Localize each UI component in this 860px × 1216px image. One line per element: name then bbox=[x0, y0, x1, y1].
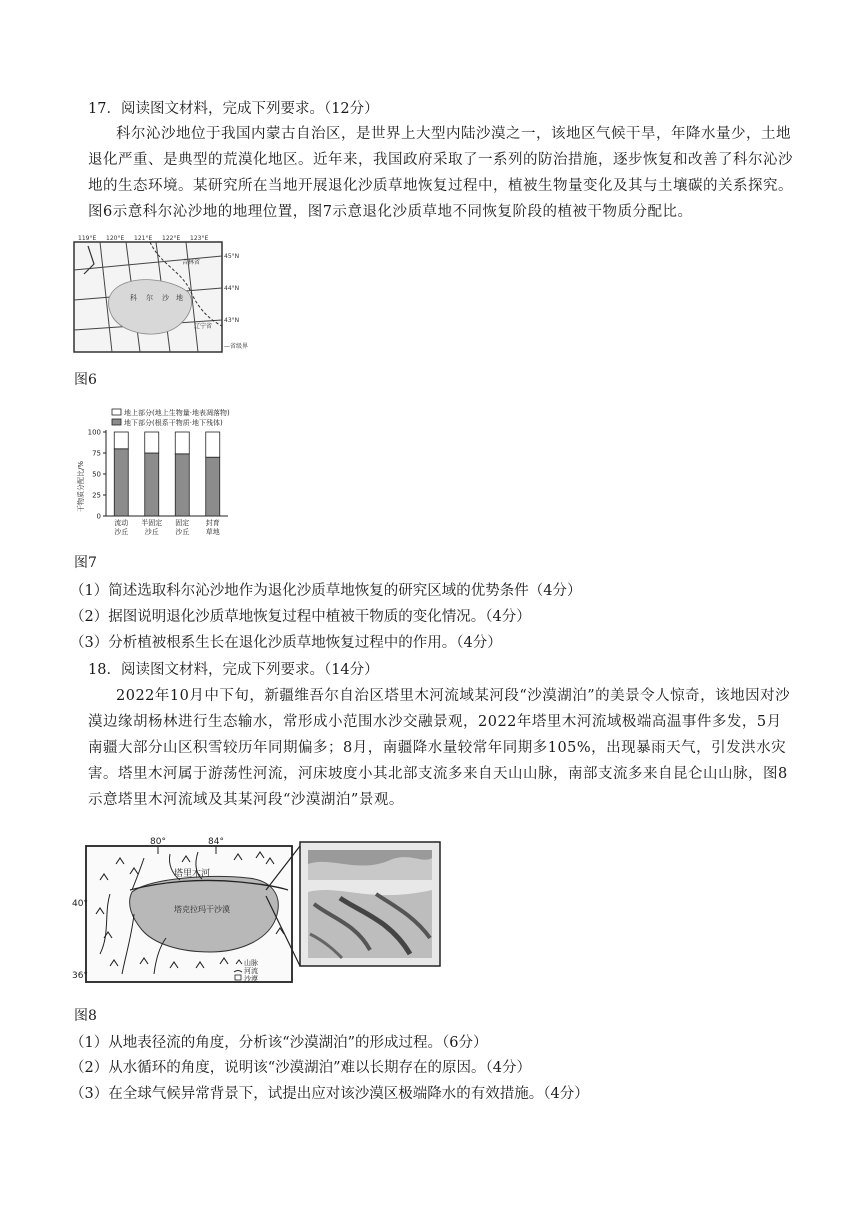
fig6-place-label: 地 bbox=[176, 294, 183, 302]
q18-heading: 18．阅读图文材料，完成下列要求。（14分） bbox=[88, 662, 379, 678]
bar-below-ground bbox=[206, 457, 220, 516]
bar-above-ground bbox=[206, 432, 220, 457]
bar-below-ground bbox=[114, 449, 128, 516]
q18-question-3: （3）在全球气候异常背景下，试提出应对该沙漠区极端降水的有效措施。（4分） bbox=[70, 1086, 589, 1102]
fig6-lon-label: 121°E bbox=[134, 235, 153, 242]
fig8-legend-desert: 沙漠 bbox=[244, 975, 258, 983]
x-tick-label: 沙丘 bbox=[114, 528, 129, 536]
fig6-lat-label: 45°N bbox=[224, 253, 240, 260]
q17-heading: 17．阅读图文材料，完成下列要求。（12分） bbox=[88, 101, 379, 117]
y-tick-label: 50 bbox=[92, 470, 101, 479]
legend-swatch-above bbox=[112, 409, 121, 415]
fig8-lat-label: 40° bbox=[72, 899, 88, 909]
fig6-place-label: 吉林省 bbox=[182, 259, 201, 266]
bar-above-ground bbox=[114, 432, 128, 449]
fig8-legend-mountain: 山脉 bbox=[244, 959, 258, 967]
x-tick-label: 沙丘 bbox=[175, 528, 190, 536]
bar-above-ground bbox=[145, 432, 159, 453]
q17-question-2: （2）据图说明退化沙质草地恢复过程中植被干物质的变化情况。（4分） bbox=[70, 609, 531, 625]
q17-paragraph: 科尔沁沙地位于我国内蒙古自治区，是世界上大型内陆沙漠之一，该地区气候干旱，年降水量少，土地退化严重、是典型的荒漠化地区。近年来，我国政府采取了一系列的防治措施，逐步恢复和改善了科尔沁沙地的生态环境。某研究所在当地开展退化沙质草地恢复过程中，植被生物量变化及其与土壤碳的关系探究。图6示意科尔沁沙地的地理位置，图7示意退化沙质草地不同恢复阶段的植被干物质分配比。 bbox=[88, 126, 793, 220]
fig6-place-label: 沙 bbox=[162, 294, 169, 302]
y-tick-label: 25 bbox=[92, 491, 101, 500]
x-tick-label: 沙丘 bbox=[144, 528, 159, 536]
fig8-desert-label: 塔克拉玛干沙漠 bbox=[174, 905, 230, 914]
y-tick-label: 100 bbox=[87, 428, 101, 437]
fig6-lon-label: 120°E bbox=[106, 235, 125, 242]
q18-question-2: （2）从水循环的角度，说明该“沙漠湖泊”难以长期存在的原因。（4分） bbox=[70, 1060, 532, 1076]
x-tick-label: 半固定 bbox=[141, 519, 163, 527]
fig6-caption: 图6 bbox=[74, 372, 97, 388]
y-axis-label: 干物质分配比/% bbox=[77, 460, 85, 512]
fig8-river-label: 塔里木河 bbox=[174, 869, 211, 879]
fig6-lon-label: 122°E bbox=[162, 235, 181, 242]
y-tick-label: 75 bbox=[92, 449, 101, 458]
legend-swatch-below bbox=[112, 419, 121, 425]
fig6-legend: —省级界 bbox=[224, 343, 249, 350]
q18-paragraph: 2022年10月中下旬，新疆维吾尔自治区塔里木河流域某河段“沙漠湖泊”的美景令人惊奇，该地因对沙漠边缘胡杨林进行生态输水，常形成小范围水沙交融景观，2022年塔里木河流域极端高温事件多发，5月南疆大部分山区积雪较历年同期偏多；8月，南疆降水量较常年同期多105%，出现暴雨天气，引发洪水灾害。塔里木河属于游荡性河流，河床坡度小其北部支流多来自天山山脉，南部支流多来自昆仑山山脉，图8示意塔里木河流域及其某河段“沙漠湖泊”景观。 bbox=[88, 688, 791, 808]
y-tick-label: 0 bbox=[96, 512, 101, 521]
fig7-caption: 图7 bbox=[74, 555, 97, 571]
fig6-lon-label: 123°E bbox=[190, 235, 209, 242]
fig7-chart bbox=[70, 404, 260, 539]
fig6-lat-label: 44°N bbox=[224, 285, 240, 292]
fig6-place-label: 辽宁省 bbox=[194, 323, 213, 330]
fig8-lon-label: 80° bbox=[150, 837, 166, 847]
x-tick-label: 草地 bbox=[205, 528, 220, 536]
q17-question-3: （3）分析植被根系生长在退化沙质草地恢复过程中的作用。（4分） bbox=[70, 635, 502, 651]
bar-below-ground bbox=[145, 453, 159, 516]
legend-label-below: 地下部分(根系干物质·地下残体) bbox=[124, 419, 223, 427]
q17-question-1: （1）简述选取科尔沁沙地作为退化沙质草地恢复的研究区域的优势条件（4分） bbox=[70, 583, 582, 599]
fig6-lon-label: 119°E bbox=[78, 235, 97, 242]
fig8-map bbox=[70, 834, 445, 989]
fig8-lat-label: 36° bbox=[72, 971, 88, 981]
x-tick-label: 固定 bbox=[175, 519, 190, 527]
fig8-lon-label: 84° bbox=[208, 837, 224, 847]
fig6-lat-label: 43°N bbox=[224, 317, 240, 324]
fig6-place-label: 尔 bbox=[146, 294, 153, 302]
fig6-map bbox=[70, 234, 260, 356]
x-tick-label: 封育 bbox=[205, 519, 220, 527]
bar-below-ground bbox=[175, 454, 189, 516]
legend-label-above: 地上部分(地上生物量·地表凋落物) bbox=[124, 409, 230, 417]
fig8-legend-river: 河流 bbox=[244, 967, 258, 975]
fig8-caption: 图8 bbox=[74, 1008, 97, 1024]
bar-above-ground bbox=[175, 432, 189, 454]
q18-question-1: （1）从地表径流的角度，分析该“沙漠湖泊”的形成过程。（6分） bbox=[70, 1035, 488, 1051]
x-tick-label: 流动 bbox=[114, 519, 129, 527]
fig6-place-label: 科 bbox=[130, 294, 137, 302]
